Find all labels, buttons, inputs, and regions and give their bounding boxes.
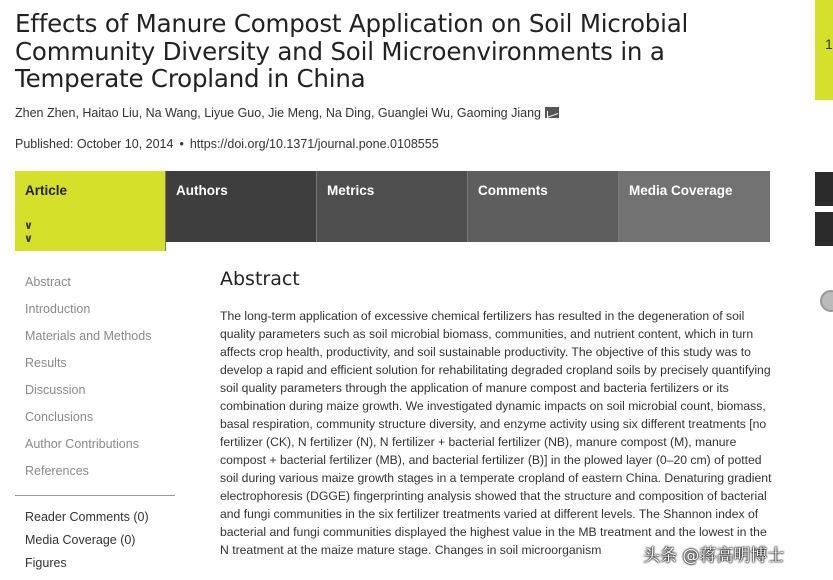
tab-authors[interactable] <box>166 171 317 242</box>
article-title: Effects of Manure Compost Application on Soil Microbial Community Diversity and Soil Microenvironments in a Temperate Cropland in China <box>15 9 689 93</box>
abstract-text: The long-term application of excessive chemical fertilizers has resulted in the degeneration of soil quality parameters such as soil microbial biomass, communities, and nutrient content, which in turn affects crop health, productivity, and soil sustainable productivity. The objective of this study was to develop a rapid and efficient solution for rehabilitating degraded cropland soils by precisely quantifying soil quality parameters through the application of manure compost and bacteria fertilizers or its combination during maize growth. We investigated dynamic impacts on soil microbial count, biomass, basal respiration, community structure diversity, and enzyme activity using six different treatments [no fertilizer (CK), N fertilizer (N), N fertilizer + bacterial fertilizer (NB), manure compost (M), manure compost + bacterial fertilizer (MB), and bacterial fertilizer (B)] in the plowed layer (0–20 cm) of potted soil during various maize growth stages in a temperate cropland of eastern China. Denaturing gradient electrophoresis (DGGE) fingerprinting analysis showed that the structure and composition of bacterial and fungi communities in the six fertilizer treatments varied at different levels. The Shannon index of bacterial and fungi communities displayed the highest value in the MB treatment and the lowest in the N treatment at the maize mature stage. Changes in soil microorganism <box>220 309 772 557</box>
tab-comments-label: Comments <box>478 183 548 198</box>
nav-divider <box>15 495 175 496</box>
nav-author-contributions[interactable]: Author Contributions <box>25 437 139 451</box>
nav-reader-comments[interactable]: Reader Comments (0) <box>25 510 149 524</box>
right-edge-panel[interactable] <box>815 0 833 100</box>
right-edge-circle-icon[interactable] <box>820 290 833 312</box>
tab-metrics-label: Metrics <box>327 183 375 198</box>
publication-line <box>15 137 439 151</box>
nav-introduction[interactable]: Introduction <box>25 302 91 316</box>
right-edge-badge: 1 <box>825 36 833 52</box>
watermark-text: 头条 @蒋高明博士 <box>643 546 785 566</box>
tab-article-label: Article <box>25 183 68 198</box>
authors-text[interactable]: Zhen Zhen, Haitao Liu, Na Wang, Liyue Guo, Jie Meng, Na Ding, Guanglei Wu, Gaoming Jiang <box>15 106 541 120</box>
tab-metrics[interactable] <box>317 171 468 242</box>
article-tabs <box>15 171 770 251</box>
tab-article[interactable] <box>15 171 166 251</box>
nav-conclusions[interactable]: Conclusions <box>25 410 94 424</box>
nav-abstract[interactable]: Abstract <box>25 275 71 289</box>
nav-materials-methods[interactable]: Materials and Methods <box>25 329 152 343</box>
separator-dot: • <box>179 137 184 151</box>
doi-link[interactable]: https://doi.org/10.1371/journal.pone.0108555 <box>189 137 439 151</box>
tab-authors-label: Authors <box>176 183 228 198</box>
abstract-heading: Abstract <box>220 268 300 290</box>
section-nav <box>25 274 151 490</box>
nav-media-coverage[interactable]: Media Coverage (0) <box>25 533 136 547</box>
nav-figures[interactable]: Figures <box>25 556 67 570</box>
tab-media-coverage-label: Media Coverage <box>629 183 733 198</box>
author-list <box>15 106 559 120</box>
published-date: Published: October 10, 2014 <box>15 137 174 151</box>
nav-references[interactable]: References <box>25 464 89 478</box>
tab-comments[interactable] <box>468 171 619 242</box>
nav-results[interactable]: Results <box>25 356 67 370</box>
right-edge-button-1[interactable] <box>815 172 833 206</box>
extras-nav <box>25 509 149 578</box>
tab-media-coverage[interactable] <box>619 171 770 242</box>
envelope-icon[interactable] <box>545 107 559 118</box>
chevron-down-icon[interactable]: ∨ ∨ <box>24 220 33 245</box>
right-edge-button-2[interactable] <box>815 212 833 246</box>
nav-discussion[interactable]: Discussion <box>25 383 86 397</box>
